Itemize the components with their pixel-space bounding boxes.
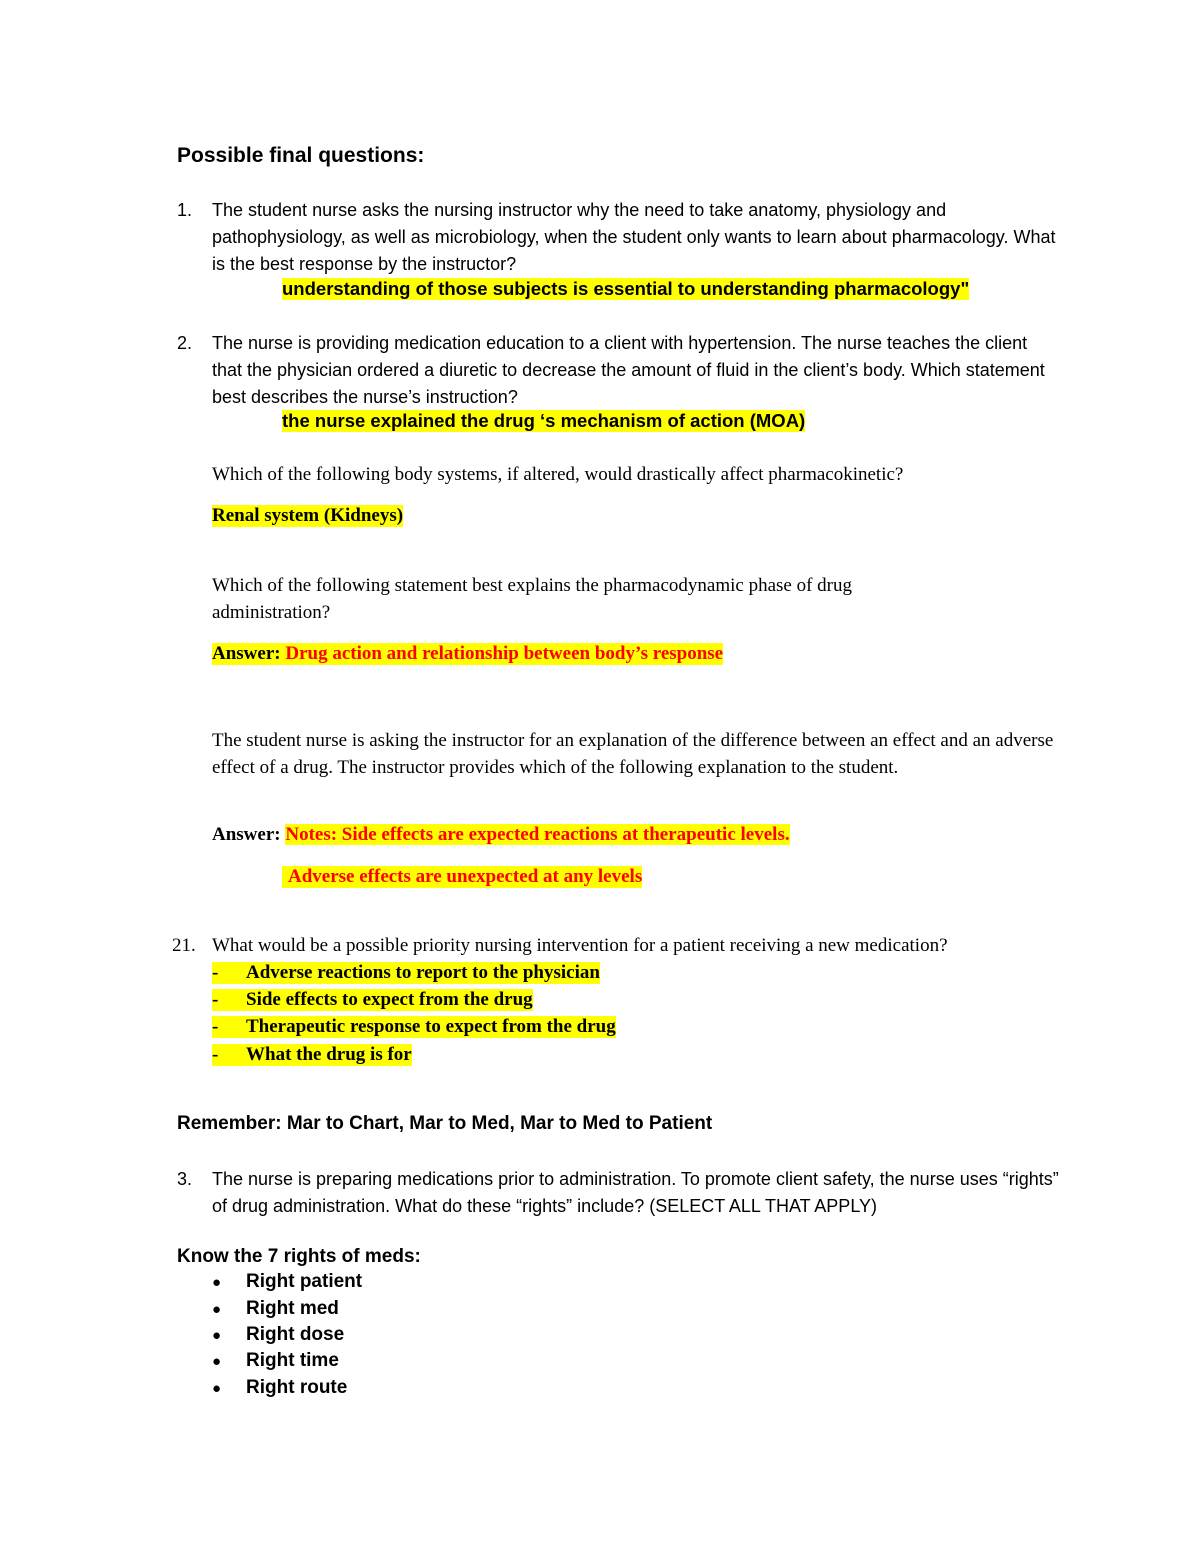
question-3-number: 3. [177,1169,193,1189]
bullet-icon: ● [212,1380,222,1397]
pharmacodynamic-question: Which of the following statement best explains the pharmacodynamic phase of drug administration? [212,575,853,623]
rights-item-label: Right patient [246,1271,363,1292]
rights-item [212,1298,339,1320]
rights-item [212,1350,339,1372]
effects-answer-line-1 [212,824,790,846]
intervention-item [212,1044,412,1066]
body-systems-question: Which of the following body systems, if altered, would drastically affect pharmacokinetic? [212,464,904,485]
rights-item-label: Right time [246,1350,339,1371]
effects-answer-1: Notes: Side effects are expected reactions at therapeutic levels. [285,824,790,845]
dash-marker: - [212,1016,219,1037]
intervention-item [212,989,533,1011]
question-2-text: The nurse is providing medication education to a client with hypertension. The nurse teaches the client that the physician ordered a diuretic to decrease the amount of fluid in the client’s body. Which statement best describes the nurse’s instruction? [212,333,1045,407]
bullet-icon: ● [212,1353,222,1370]
rights-heading: Know the 7 rights of meds: [177,1246,421,1267]
effects-question: The student nurse is asking the instructor for an explanation of the difference between an effect and an adverse effect of a drug. The instructor provides which of the following explanation to the student. [212,730,1054,778]
rights-item [212,1377,347,1399]
dash-marker: - [212,989,219,1010]
intervention-item-label: Adverse reactions to report to the physician [246,962,600,983]
dash-marker: - [212,962,219,983]
intervention-item-label: What the drug is for [246,1044,412,1065]
intervention-item-label: Side effects to expect from the drug [246,989,533,1010]
intervention-item [212,962,600,984]
bullet-icon: ● [212,1327,222,1344]
intervention-item-label: Therapeutic response to expect from the drug [246,1016,616,1037]
rights-item-label: Right route [246,1377,348,1398]
rights-item-label: Right dose [246,1324,345,1345]
page-title: Possible final questions: [177,144,425,167]
body-systems-answer: Renal system (Kidneys) [212,505,404,526]
answer-label: Answer: [212,824,281,845]
intervention-item [212,1016,616,1038]
question-21-number: 21. [172,935,196,956]
pharmacodynamic-answer: Drug action and relationship between body’s response [285,643,724,664]
question-2-number: 2. [177,333,193,353]
rights-item-label: Right med [246,1298,339,1319]
bullet-icon: ● [212,1274,222,1291]
bullet-icon: ● [212,1301,222,1318]
rights-item [212,1324,344,1346]
dash-marker: - [212,1044,219,1065]
question-1-answer: understanding of those subjects is essential to understanding pharmacology" [282,278,970,299]
pharmacodynamic-answer-line [212,643,723,665]
rights-item [212,1271,362,1293]
question-2-answer: the nurse explained the drug ‘s mechanism of action (MOA) [282,410,806,431]
answer-label: Answer: [212,643,281,664]
remember-note: Remember: Mar to Chart, Mar to Med, Mar to Med to Patient [177,1113,713,1134]
question-3-text: The nurse is preparing medications prior to administration. To promote client safety, the nurse uses “rights” of drug administration. What do these “rights” include? (SELECT ALL THAT APPLY) [212,1169,1059,1216]
effects-answer-2: Adverse effects are unexpected at any levels [282,866,642,888]
question-1-text: The student nurse asks the nursing instructor why the need to take anatomy, physiology and pathophysiology, as well as microbiology, when the student only wants to learn about pharmacology. What is the best response by the instructor? [212,200,1056,274]
question-1-number: 1. [177,200,193,220]
question-21-text: What would be a possible priority nursing intervention for a patient receiving a new medication? [212,935,948,956]
